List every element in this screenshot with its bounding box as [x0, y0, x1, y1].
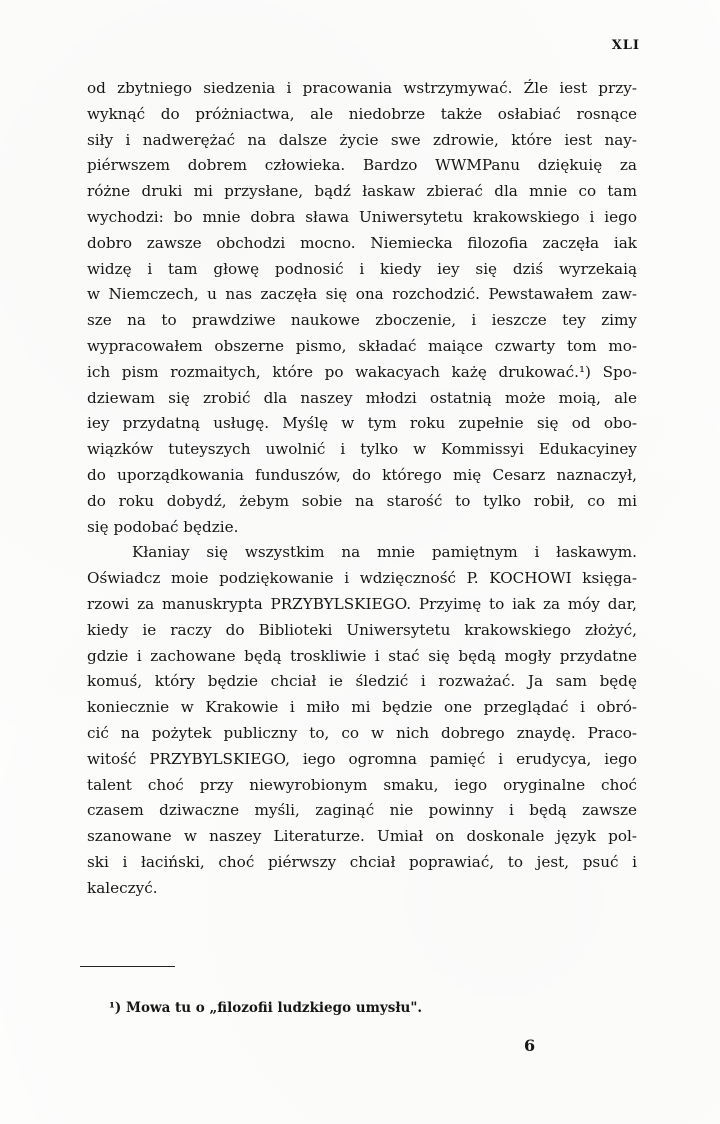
text-line: rzowi za manuskrypta PRZYBYLSKIEGO. Przyimę to iak za móy dar,: [87, 594, 637, 613]
footnote-marker: ¹): [109, 1000, 122, 1016]
text-line: dobro zawsze obchodzi mocno. Niemiecka filozofia zaczęła iak: [87, 233, 637, 252]
text-line: siły i nadwerężać na dalsze życie swe zdrowie, które iest nay-: [87, 130, 637, 149]
footnote: [109, 1000, 422, 1016]
text-line: widzę i tam głowę podnosić i kiedy iey się dziś wyrzekaią: [87, 259, 637, 278]
text-line: czasem dziwaczne myśli, zaginąć nie powinny i będą zawsze: [87, 801, 637, 820]
text-line: się podobać będzie.: [87, 517, 239, 536]
footnote-text: Mowa tu o „filozofii ludzkiego umysłu".: [126, 1000, 423, 1016]
text-line: koniecznie w Krakowie i miło mi będzie one przeglądać i obró-: [87, 698, 637, 717]
text-line: witość PRZYBYLSKIEGO, iego ogromna pamięć i erudycya, iego: [87, 749, 637, 768]
text-line: wychodzi: bo mnie dobra sława Uniwersytetu krakowskiego i iego: [87, 207, 637, 226]
body-text: [87, 76, 637, 902]
text-line: komuś, który będzie chciał ie śledzić i rozważać. Ja sam będę: [87, 672, 637, 691]
text-line: wypracowałem obszerne pismo, składać maiące czwarty tom mo-: [87, 336, 637, 355]
text-line: Kłaniay się wszystkim na mnie pamiętnym i łaskawym.: [132, 543, 637, 562]
text-line: talent choć przy niewyrobionym smaku, iego oryginalne choć: [87, 775, 637, 794]
text-line: kaleczyć.: [87, 878, 158, 897]
text-line: Oświadcz moie podziękowanie i wdzięczność P. KOCHOWI księga-: [87, 569, 637, 588]
text-line: wyknąć do próżniactwa, ale niedobrze także osłabiać rosnące: [87, 104, 637, 123]
text-line: szanowane w naszey Literaturze. Umiał on doskonale język pol-: [87, 827, 637, 846]
text-line: do uporządkowania funduszów, do którego mię Cesarz naznaczył,: [87, 465, 637, 484]
text-line: wiązków tuteyszych uwolnić i tylko w Kommissyi Edukacyiney: [87, 440, 637, 459]
text-line: iey przydatną usługę. Myślę w tym roku zupełnie się od obo-: [87, 414, 637, 433]
text-line: różne druki mi przysłane, bądź łaskaw zbierać dla mnie co tam: [87, 182, 637, 201]
signature-mark: 6: [524, 1036, 536, 1055]
text-line: dziewam się zrobić dla naszey młodzi ostatnią może moią, ale: [87, 388, 637, 407]
footnote-divider: [80, 966, 175, 967]
text-line: piérwszem dobrem człowieka. Bardzo WWMPanu dziękuię za: [87, 156, 637, 175]
text-line: do roku dobydź, żebym sobie na starość to tylko robił, co mi: [87, 491, 637, 510]
text-line: cić na pożytek publiczny to, co w nich dobrego znaydę. Praco-: [87, 723, 637, 742]
text-line: w Niemczech, u nas zaczęła się ona rozchodzić. Pewstawałem zaw-: [87, 285, 637, 304]
text-line: sze na to prawdziwe naukowe zboczenie, i ieszcze tey zimy: [87, 311, 637, 330]
text-line: kiedy ie raczy do Biblioteki Uniwersytetu krakowskiego złożyć,: [87, 620, 637, 639]
page-number: XLI: [611, 38, 640, 53]
text-line: ski i łaciński, choć piérwszy chciał poprawiać, to jest, psuć i: [87, 852, 637, 871]
text-line: od zbytniego siedzenia i pracowania wstrzymywać. Źle iest przy-: [87, 79, 637, 97]
text-line: ich pism rozmaitych, które po wakacyach każę drukować.¹) Spo-: [87, 362, 637, 381]
text-line: gdzie i zachowane będą troskliwie i stać się będą mogły przydatne: [87, 646, 637, 665]
